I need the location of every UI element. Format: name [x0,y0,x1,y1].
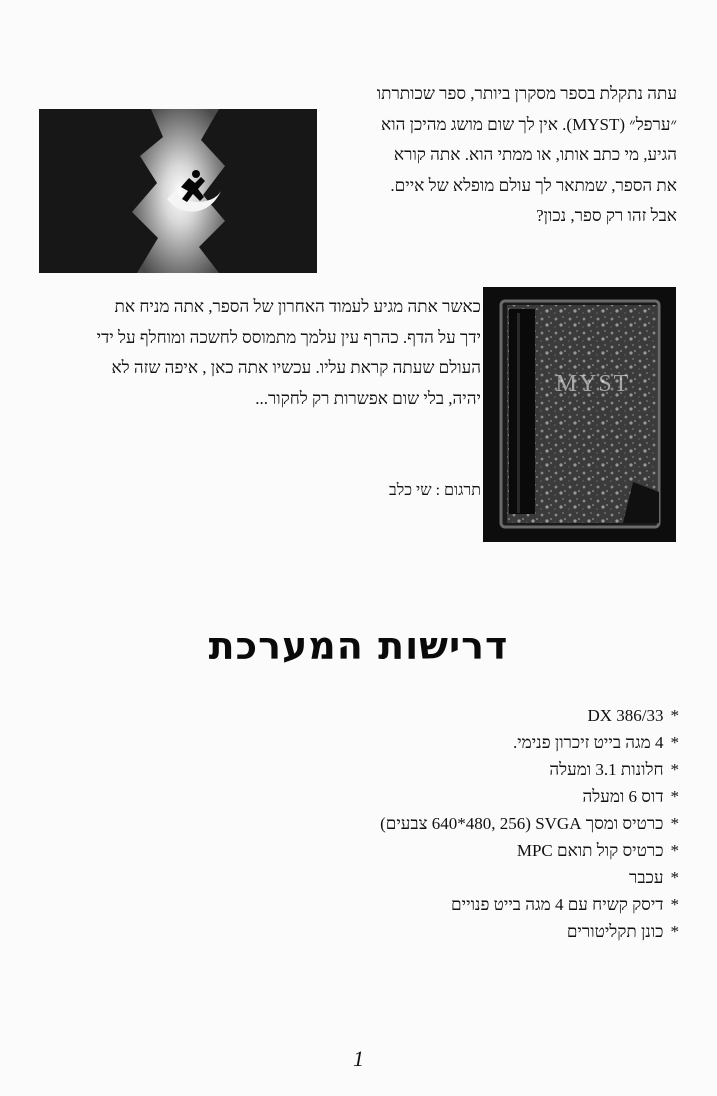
falling-figure-illustration [39,109,317,273]
translator-credit: תרגום : שי כלב [389,482,481,499]
requirement-item [380,864,679,891]
requirement-text: DX 386/33 [587,706,664,725]
book-cover-svg [483,287,676,542]
bullet-star: * [670,706,679,725]
story-paragraph [41,292,481,414]
myst-book-photo [483,287,676,542]
page-number: 1 [353,1046,364,1071]
requirement-text: כונן תקליטורים [566,922,664,941]
requirement-text: חלונות 3.1 ומעלה [549,760,664,779]
intro-line: את הספר, שמתאר לך עולם מופלא של איים. [390,175,677,195]
bullet-star: * [670,760,679,779]
intro-paragraph [337,79,677,232]
requirements-list [380,702,679,945]
requirement-text: כרטיס קול תואם MPC [516,841,664,860]
intro-line: אבל זהו רק ספר, נכון? [536,206,677,225]
story-line: ידך על הדף. כהרף עין עלמך מתמוסס לחשכה ומוחלף על ידי [96,327,481,347]
requirement-item [380,702,679,729]
story-line: כאשר אתה מגיע לעמוד האחרון של הספר, אתה מניח את [114,297,481,316]
story-line: העולם שעתה קראת עליו. עכשיו אתה כאן , איפה שזה לא [111,358,481,377]
intro-line: הגיע, מי כתב אותו, או ממתי הוא. אתה קורא [393,145,677,164]
intro-line: עתה נתקלת בספר מסקרן ביותר, ספר שכותרתו [376,84,677,103]
bullet-star: * [670,841,679,860]
requirement-item [380,837,679,864]
bullet-star: * [670,868,679,887]
requirement-text: כרטיס ומסך SVGA (640*480, 256 צבעים) [380,814,664,833]
requirement-item [380,756,679,783]
bullet-star: * [670,895,679,914]
requirement-text: דיסק קשיח עם 4 מגה בייט פנויים [451,895,664,914]
requirement-text: 4 מגה בייט זיכרון פנימי. [512,733,664,752]
intro-line: ״ערפל״ (MYST). אין לך שום מושג מהיכן הוא [381,114,677,134]
bullet-star: * [670,922,679,941]
bullet-star: * [670,733,679,752]
requirement-text: עכבר [629,868,664,887]
requirement-item [380,729,679,756]
bullet-star: * [670,814,679,833]
story-line: יהיה, בלי שום אפשרות רק לחקור... [255,388,481,408]
requirement-text: דוס 6 ומעלה [582,787,664,806]
requirements-title: דרישות המערכת [208,624,509,668]
requirement-item [380,918,679,945]
requirement-item [380,891,679,918]
bullet-star: * [670,787,679,806]
requirement-item [380,783,679,810]
falling-figure-svg [39,109,317,273]
book-title: MYST [555,371,631,397]
requirement-item [380,810,679,837]
